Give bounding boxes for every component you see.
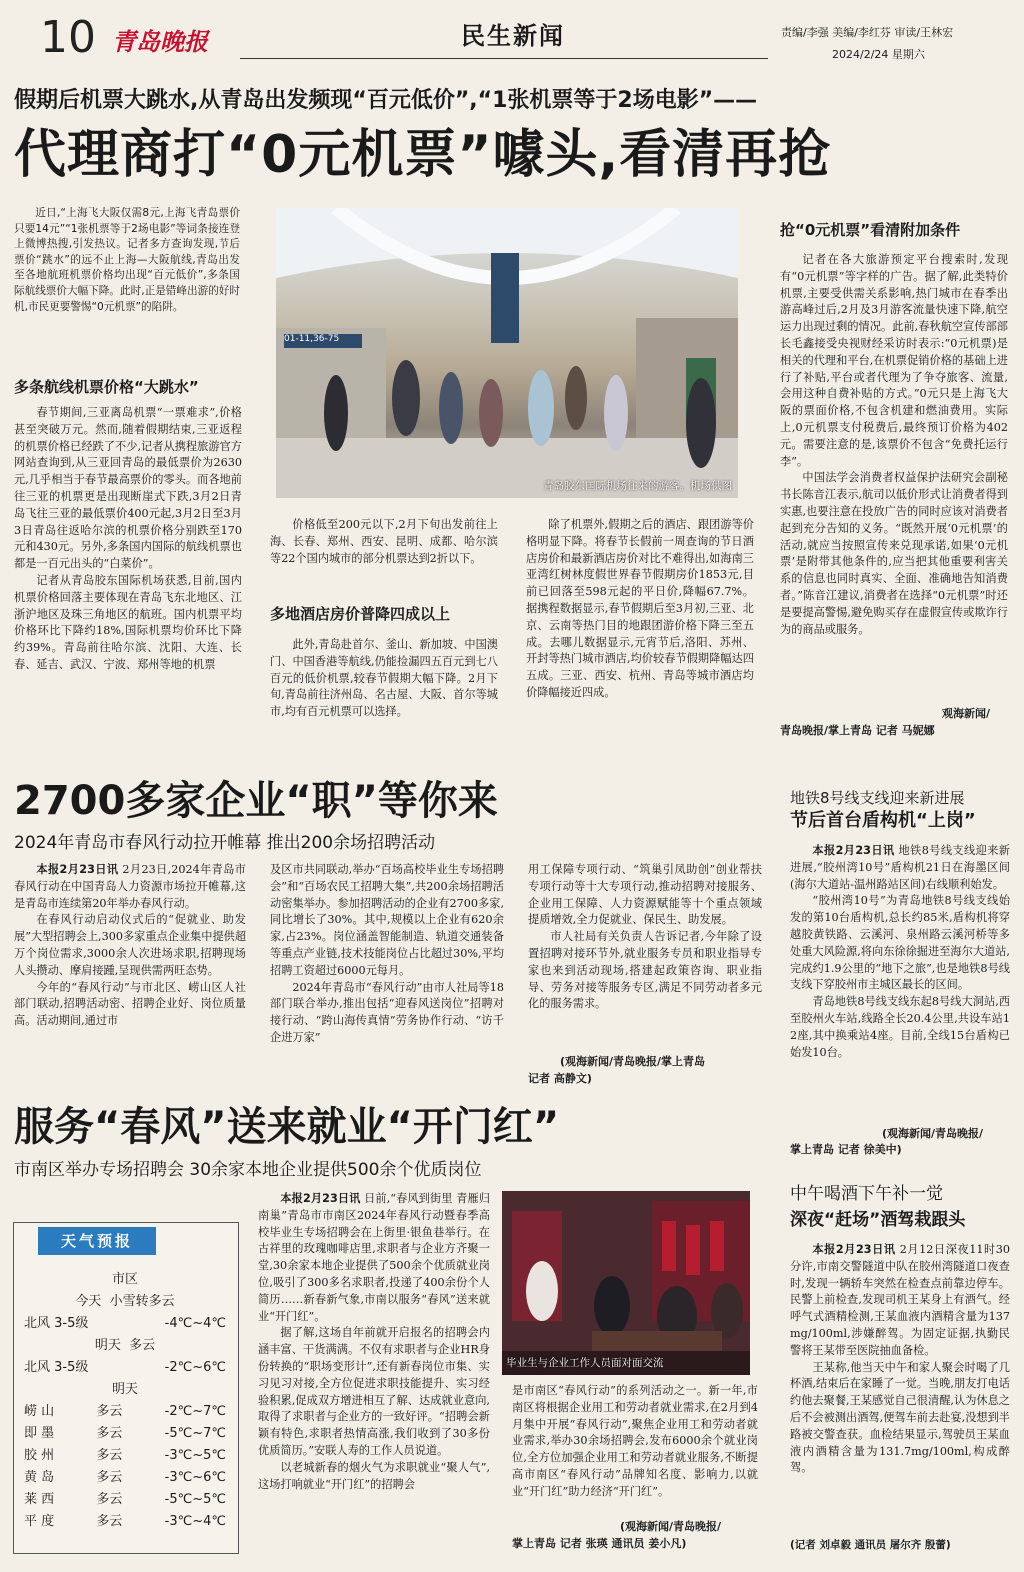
weather-city-row: 胶 州 多云 -3℃~5℃ [24, 1448, 226, 1463]
weather-tomorrow-sky: 多云 [129, 1338, 156, 1353]
story1-headline: 代理商打“0元机票”噱头,看清再抢 [14, 125, 832, 185]
story3-credit-a: (观海新闻/青岛晚报/ [882, 1127, 984, 1140]
job-fair-caption: 毕业生与企业工作人员面对面交流 [506, 1357, 664, 1369]
page-number: 10 [40, 12, 96, 63]
weather-tomorrow-label: 明天 [94, 1338, 121, 1353]
weather-tomorrow-temp: -2℃~6℃ [164, 1360, 226, 1375]
story3-credit-b: 掌上青岛 记者 徐美中) [790, 1143, 902, 1156]
job-fair-photo [502, 1191, 750, 1375]
story1-subhead-airfare: 多条航线机票价格“大跳水” [14, 378, 199, 396]
airport-photo-caption: 青岛胶东国际机场往来的游客。机场供图 [543, 480, 732, 492]
weather-today-label: 今天 [75, 1294, 102, 1309]
story1-col2: 价格低至200元以下,2月下旬出发前往上海、长春、郑州、西安、昆明、成都、哈尔滨等22个国内城市的部分机票达到2折以下。 [270, 518, 498, 565]
story4-col1: 本报2月23日讯 日前,“春风到街里 青雁归南巢”青岛市市南区2024年春风行动暨春季高校毕业生专场招聘会在上街里·银鱼巷举行。在古祥里的玫瑰咖啡店里,求职者与企业方齐聚一堂,30余家本地企业提供了500余个优质就业岗位,吸引了300多名求职者,投递了400余份个人简历……新春新气象,市南以服务“春风”送来就业“开门红”。 据了解,这场自年前就开启报名的招聘会内涵丰富、干货满满。不仅有求职者与企业HR身份转换的“职场变形计”,还有新春岗位市集、实习见习对接,全方位促进求职技能提升、实习经验积累,促成双方增进相互了解、达成就业意向,取得了求职者与企业方的一致好评。“招聘会新颖有特色,求职者热情高涨,我们收到了30多份优质简历。”安联人寿的工作人员说道。 以老城新春的烟火气为求职就业“聚人气”,这场打响就业“开门红”的招聘会 [258, 1192, 490, 1491]
weather-city-row: 黄 岛 多云 -3℃~6℃ [24, 1470, 226, 1485]
weather-forecast [24, 1269, 226, 1533]
weather-today-temp: -4℃~4℃ [164, 1316, 226, 1331]
story4-credit-b: 掌上青岛 记者 张瑛 通讯员 姜小凡) [512, 1537, 687, 1550]
weather-tomorrow2-label: 明天 [111, 1382, 138, 1397]
editor-credits: 责编/李强 美编/李红芬 审读/王林宏 [781, 26, 954, 39]
weather-title: 天气预报 [38, 1227, 156, 1255]
story5-kicker: 中午喝酒下午补一觉 [790, 1184, 943, 1204]
story5-headline: 深夜“赶场”酒驾栽跟头 [790, 1210, 966, 1230]
story4-col2: 是市南区“春风行动”的系列活动之一。新一年,市南区将根据企业用工和劳动者就业需求,在2月到4月集中开展“春风行动”,聚焦企业用工和劳动者就业需求,举办30余场招聘会,发布6000余个就业岗位,全方位加强企业用工和劳动者就业服务,不断提高市南区“春风行动”品牌知名度、影响力,以就业“开门红”助力经济“开门红”。 [512, 1384, 758, 1498]
weather-today-sky: 小雪转多云 [109, 1294, 175, 1309]
story2-col2: 及区市共同联动,举办“百场高校毕业生专场招聘会”和“百场农民工招聘大集”,共200余场招聘活动密集举办。参加招聘活动的企业有2700多家,同比增长了30%。其中,规模以上企业有620余家,占23%。岗位涵盖智能制造、轨道交通装备等重点产业链,技术技能岗位占比超过30%,平均招聘工资超过6000元每月。 2024年青岛市“春风行动”由市人社局等18部门联合举办,推出包括“迎春风送岗位”招聘对接行动、“跨山海传真情”劳务协作行动、“访千企进万家” [270, 863, 504, 1044]
weather-tomorrow-wind: 北风 3-5级 [24, 1360, 89, 1375]
story1-intro: 近日,“上海飞大阪仅需8元,上海飞青岛票价只要14元”“1张机票等于2场电影”等词条接连登上微博热搜,引发热议。记者多方查询发现,节后票价“跳水”的远不止上海—大阪航线,青岛出发至各地航班机票价格均出现“百元低价”,多条国际航线票价大幅下降。此时,正是错峰出游的好时机,市民更要警惕“0元机票”的陷阱。 [14, 207, 240, 313]
weather-city-row: 莱 西 多云 -5℃~5℃ [24, 1492, 226, 1507]
story3-body: 本报2月23日讯 地铁8号线支线迎来新进展,“胶州湾10号”盾构机21日在海墨区间(海尔大道站-温州路站区间)右线顺利始发。 “胶州湾10号”为青岛地铁8号线支线始发的第10台盾构机,总长约85米,盾构机将穿越胶黄铁路、云溪河、泉州路云溪河桥等多处重大风险源,将向东徐徐掘进至海尔大道站,完成约1.9公里的“地下之旅”,也是地铁8号线支线下穿胶州市主城区最长的区间。 青岛地铁8号线支线东起8号线大洞站,西至胶州火车站,线路全长20.4公里,共设车站12座,其中换乘站4座。目前,全线15台盾构已始发10台。 [790, 844, 1010, 1059]
story1-col3: 除了机票外,假期之后的酒店、跟团游等价格明显下降。将春节长假前一周查询的节日酒店房价和最新酒店房价对比不难得出,如海南三亚湾红树林度假世界春节假期房价1853元,目前已回落至598元起的平日价,降幅67.7%。据携程数据显示,春节假期后至3月初,三亚、北京、云南等热门目的地跟团游价格下降三至五成。去哪儿数据显示,元宵节后,洛阳、苏州、开封等热门城市酒店,均价较春节假期降幅达四五成。三亚、西安、杭州、青岛等城市酒店均价降幅接近四成。 [526, 518, 754, 699]
story4-subhead: 市南区举办专场招聘会 30余家本地企业提供500余个优质岗位 [14, 1160, 482, 1180]
story1-credit-b: 青岛晚报/掌上青岛 记者 马妮娜 [780, 724, 935, 737]
story4-headline: 服务“春风”送来就业“开门红” [14, 1104, 560, 1150]
story2-headline: 2700多家企业“职”等你来 [14, 778, 498, 824]
weather-box [13, 1222, 239, 1554]
weather-city-row: 平 度 多云 -3℃~4℃ [24, 1514, 226, 1529]
weather-area: 市区 [111, 1272, 138, 1287]
story1-side-body: 记者在各大旅游预定平台搜索时,发现有“0元机票”等字样的广告。据了解,此类特价机票,主要受供需关系影响,热门城市在春季出游高峰过后,2月及3月游客流量快速下降,航空运力出现过剩的情况。此前,春秋航空宣传部部长毛鑫接受央视财经采访时表示:“0元机票)是相关的代理和平台,在机票促销价格的基础上进行了补贴,平台或者代理为了争夺旅客、流量,会用这种自费补贴的方式。”0元只是上海飞大阪的票面价格,不包含机建和燃油费用。实际上,0元机票支付税费后,最终预订价格为402元。需要注意的是,该票价不包含“免费托运行李”。 中国法学会消费者权益保护法研究会副秘书长陈音江表示,航司以低价形式让消费者得到实惠,也要注意在投放广告的同时应该对消费者起到充分告知的义务。“既然开展‘0元机票’的活动,就应当按照宣传来兑现承诺,如果‘0元机票’是附带其他条件的,应当把其他重要利害关系的信息也同时真实、全面、准确地告知消费者。”陈音江建议,消费者在选择“0元机票”时还是要提高警惕,避免购买存在虚假宣传或欺诈行为的商品或服务。 [780, 253, 1008, 636]
story2-credit-b: 记者 高静文) [528, 1072, 592, 1085]
story2-subhead: 2024年青岛市春风行动拉开帷幕 推出200余场招聘活动 [14, 833, 436, 853]
weather-city-row: 即 墨 多云 -5℃~7℃ [24, 1426, 226, 1441]
newspaper-logo: 青岛晚报 [112, 27, 208, 56]
airport-sign: 01-11,36-75 [284, 334, 340, 344]
story3-headline: 节后首台盾构机“上岗” [790, 810, 976, 831]
story1-kicker: 假期后机票大跳水,从青岛出发频现“百元低价”,“1张机票等于2场电影”—— [14, 88, 758, 113]
story1-col1: 春节期间,三亚离岛机票“一票难求”,价格甚至突破万元。然而,随着假期结束,三亚返程的机票价格已经跌了不少,记者从携程旅游官方网站查询到,从三亚回青岛的最低票价为2630元,几乎相当于春节最高票价的零头。而各地前往三亚的机票更是出现断崖式下跌,3月2日青岛飞往三亚的最低票价400元起,3月2日至3月3日青岛往返哈尔滨的机票价格分别跌至170元和430元。另外,多条国内国际的航线机票也都是一百元出头的“白菜价”。 记者从青岛胶东国际机场获悉,目前,国内机票价格回落主要体现在青岛飞东北地区、江浙沪地区及珠三角地区的航班。国内机票平均价格环比下降约18%,国际机票均价环比下降约39%。青岛前往哈尔滨、沈阳、大连、长春、延吉、武汉、宁波、郑州等地的机票 [14, 406, 242, 671]
story1-credit-a: 观海新闻/ [942, 707, 991, 720]
airport-photo [276, 208, 738, 498]
story2-col1: 本报2月23日讯 2月23日,2024年青岛市春风行动在中国青岛人力资源市场拉开帷幕,这是青岛市连续第20年举办春风行动。 在春风行动启动仪式后的“促就业、助发展”大型招聘会上,300多家重点企业集中提供超万个岗位需求,3000余人次进场求职,招聘现场人头攒动、摩肩接踵,呈现供需两旺态势。 今年的“春风行动”与市北区、崂山区人社部门联动,招聘活动密、招聘企业好、岗位质量高。活动期间,通过市 [14, 863, 246, 1028]
story1-subhead-hotel: 多地酒店房价普降四成以上 [270, 605, 451, 623]
weather-city-row: 崂 山 多云 -2℃~7℃ [24, 1404, 226, 1419]
section-title: 民生新闻 [461, 22, 565, 50]
story5-credit: (记者 刘卓毅 通讯员 屠尔齐 殷蕾) [790, 1539, 951, 1551]
story2-credit-a: (观海新闻/青岛晚报/掌上青岛 [560, 1055, 706, 1068]
story1-col2b: 此外,青岛赴首尔、釜山、新加坡、中国澳门、中国香港等航线,仍能捡漏四五百元到七八百元的低价机票,较春节假期大幅下降。2月下旬,青岛前往济州岛、名古屋、大阪、首尔等城市,均有百元机票可以选择。 [270, 638, 498, 719]
issue-date: 2024/2/24 星期六 [832, 48, 925, 61]
story5-body: 本报2月23日讯 2月12日深夜11时30分许,市南交警隧道中队在胶州湾隧道口夜查时,发现一辆轿车突然在检查点前靠边停车。民警上前检查,发现司机王某身上有酒气。经呼气式酒精检测,王某血液内酒精含量为137mg/100ml,涉嫌醉驾。为固定证据,执勤民警将王某带至医院抽血备检。 王某称,他当天中午和家人聚会时喝了几杯酒,结束后在家睡了一觉。当晚,朋友打电话约他去聚餐,王某感觉自己很清醒,认为休息之后不会被测出酒驾,便驾车前去赴宴,没想到半路被交警查获。血检结果显示,驾驶员王某血液内酒精含量为131.7mg/100ml,构成醉驾。 [790, 1243, 1010, 1475]
story2-col3: 用工保障专项行动、“筑巢引凤助创”创业帮扶专项行动等十大专项行动,推动招聘对接服务、企业用工保障、人力资源赋能等十个重点领域提质增效,全力促就业、保民生、助发展。 市人社局有关负责人告诉记者,今年除了设置招聘对接环节外,就业服务专员和职业指导专家也来到活动现场,搭建起政策咨询、职业指导、劳务对接等服务专区,满足不同劳动者多元化的服务需求。 [528, 863, 762, 1011]
weather-today-wind: 北风 3-5级 [24, 1316, 89, 1331]
story4-credit-a: (观海新闻/青岛晚报/ [620, 1520, 722, 1533]
header-rule [240, 58, 768, 59]
story1-side-head: 抢“0元机票”看清附加条件 [780, 221, 961, 239]
story3-kicker: 地铁8号线支线迎来新进展 [790, 789, 965, 807]
